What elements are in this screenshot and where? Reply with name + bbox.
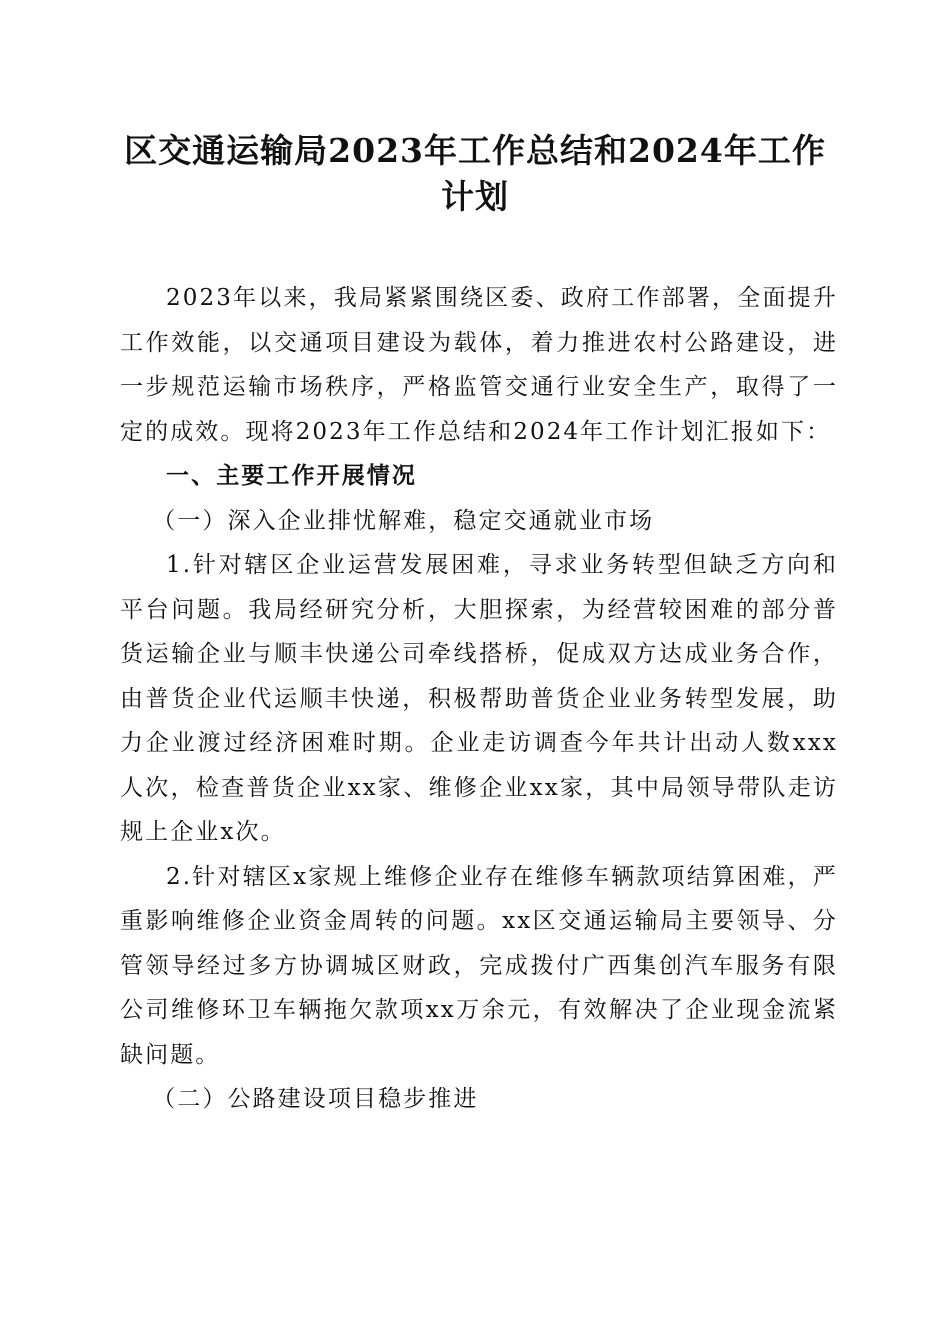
item-1-paragraph: 1.针对辖区企业运营发展困难，寻求业务转型但缺乏方向和平台问题。我局经研究分析，大胆探索，为经营较困难的部分普货运输企业与顺丰快递公司牵线搭桥，促成双方达成业务合作，由普货企业代运顺丰快递，积极帮助普货企业业务转型发展，助力企业渡过经济困难时期。企业走访调查今年共计出动人数xxx人次，检查普货企业xx家、维修企业xx家，其中局领导带队走访规上企业x次。 <box>120 552 838 845</box>
document-body <box>120 276 838 1122</box>
document-title-line-1: 区交通运输局2023年工作总结和2024年工作 <box>124 131 826 170</box>
document-title-line-2: 计划 <box>441 177 509 216</box>
subsection-1-heading: （一）深入企业排忧解难，稳定交通就业市场 <box>152 507 655 534</box>
subsection-2-heading: （二）公路建设项目稳步推进 <box>152 1086 479 1112</box>
section-1-heading: 一、主要工作开展情况 <box>166 463 417 489</box>
document-title <box>110 128 840 220</box>
item-2-paragraph: 2.针对辖区x家规上维修企业存在维修车辆款项结算困难，严重影响维修企业资金周转的问题。xx区交通运输局主要领导、分管领导经过多方协调城区财政，完成拨付广西集创汽车服务有限公司维修环卫车辆拖欠款项xx万余元，有效解决了企业现金流紧缺问题。 <box>120 863 838 1068</box>
intro-paragraph: 2023年以来，我局紧紧围绕区委、政府工作部署，全面提升工作效能，以交通项目建设为载体，着力推进农村公路建设，进一步规范运输市场秩序，严格监管交通行业安全生产，取得了一定的成效。现将2023年工作总结和2024年工作计划汇报如下： <box>120 285 838 445</box>
